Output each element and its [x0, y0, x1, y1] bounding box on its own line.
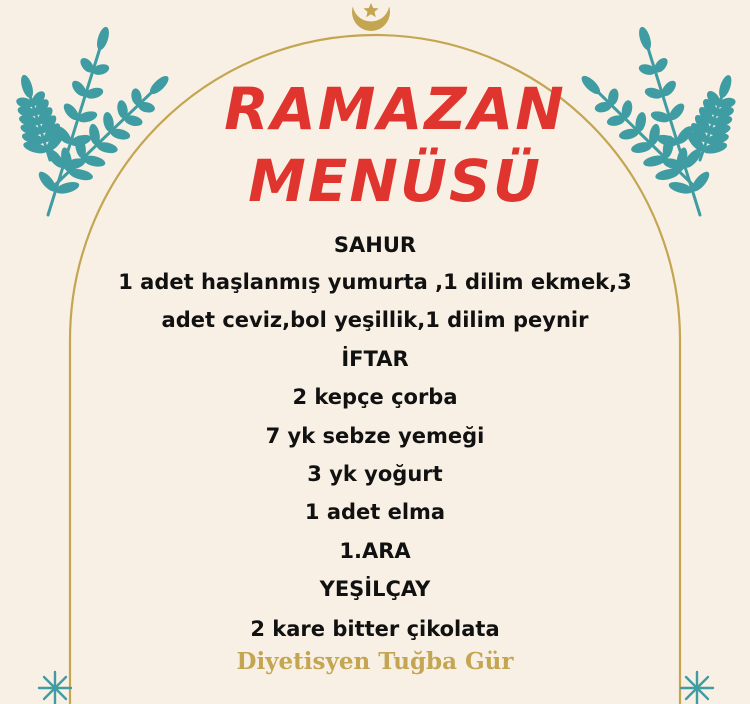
- signature: Diyetisyen Tuğba Gür: [236, 648, 514, 675]
- menu-line: 2 kepçe çorba: [292, 385, 458, 409]
- menu-line: SAHUR: [333, 233, 417, 257]
- crescent-star-icon: [352, 0, 390, 31]
- page-title-line-1: RAMAZAN: [224, 75, 566, 143]
- menu-line: 1 adet haşlanmış yumurta ,1 dilim ekmek,3: [118, 270, 632, 294]
- menu-line: 3 yk yoğurt: [307, 462, 443, 486]
- page-title-line-2: MENÜSÜ: [248, 147, 542, 215]
- sparkle-icon: [39, 672, 71, 704]
- menu-line: 7 yk sebze yemeği: [265, 424, 485, 448]
- menu-line: İFTAR: [341, 347, 409, 371]
- menu-line: YEŞİLÇAY: [319, 577, 431, 601]
- menu-line: 1 adet elma: [304, 500, 446, 524]
- sparkle-icon: [681, 672, 713, 704]
- menu-line: 2 kare bitter çikolata: [250, 617, 500, 641]
- menu-line: adet ceviz,bol yeşillik,1 dilim peynir: [161, 308, 589, 332]
- menu-line: 1.ARA: [339, 539, 411, 563]
